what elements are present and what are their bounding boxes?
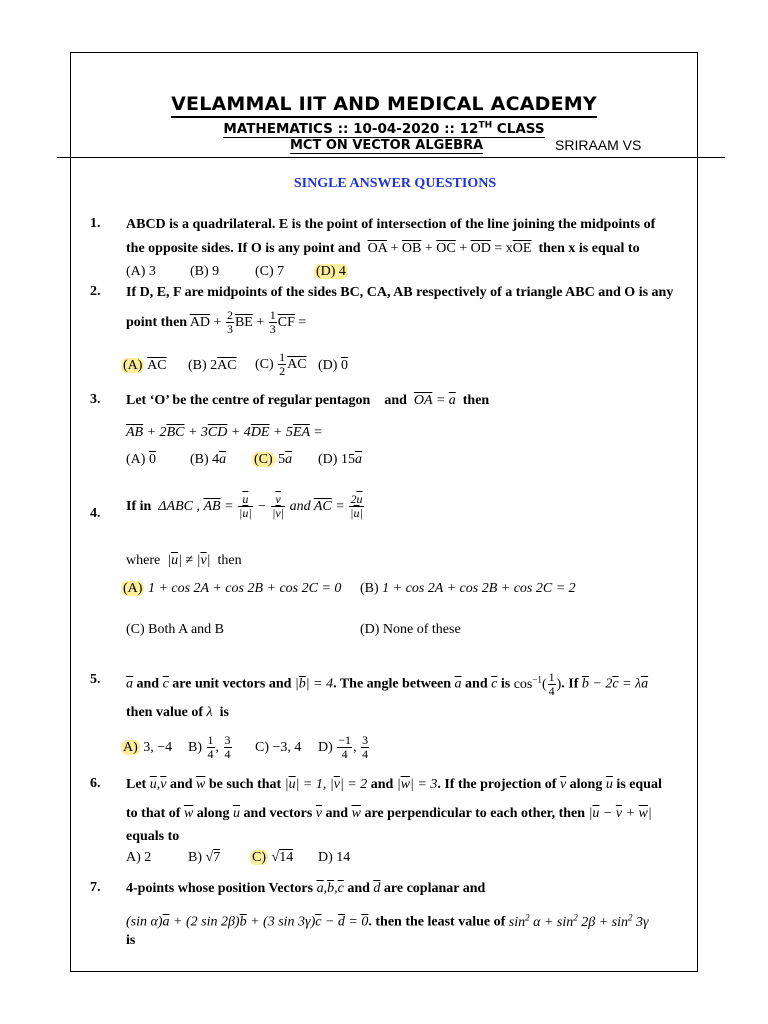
q4-option-c[interactable]: (C) Both A and B xyxy=(126,622,225,637)
q2-a-value: $\overline{AC}$ xyxy=(147,358,167,373)
q6-along2: along xyxy=(196,806,230,821)
q7-vecs: $\overline{a},\overline{b},\overline{c}$ xyxy=(316,881,344,896)
title-text: VELAMMAL IIT AND MEDICAL ACADEMY xyxy=(171,93,597,118)
q6-line2: to that of $\overline{w}$ along $\overline{u}$ and vectors $\overline{v}$ and $\overline{w}$ are perpendicular to each other, then $|\overline{u} - \overline{v} + \overline{w}|$ xyxy=(126,806,652,821)
q5-is2: is xyxy=(219,705,229,720)
q5-text3: then value of xyxy=(126,705,203,720)
q6-vec-w: $\overline{w}$ xyxy=(196,777,206,792)
q5-vec-c2: $\overline{c}$ xyxy=(491,676,498,692)
q7-line3: is xyxy=(126,933,136,948)
q5-text1: are unit vectors and xyxy=(172,676,292,692)
q5-option-c[interactable]: C) −3, 4 xyxy=(255,740,302,755)
q5-vec-c: $\overline{c}$ xyxy=(162,676,169,692)
q6-text1: be such that xyxy=(208,777,282,792)
q7-expression: $\sin^2 \alpha + \sin^2 2\beta + \sin^2 3\gamma$ xyxy=(508,912,649,930)
q7-and: and xyxy=(347,881,370,896)
q6-answer-highlight: C) xyxy=(252,850,266,865)
q5-and2: and xyxy=(465,676,488,692)
q2-equation: $\overline{AD}$ + $\frac{2}{3}$ $\overline{BE}$ + $\frac{1}{3}$ $\overline{CF}$ = xyxy=(189,308,307,337)
q5-number: 5. xyxy=(90,672,101,687)
q7-equation: (sin $\alpha)\overline{a} + (2$ $\sin 2\beta)\overline{b} + (3$ $\sin 3\gamma)\overline{c} - \overline{d} = 0$ xyxy=(126,914,369,930)
subtitle-sup: TH xyxy=(478,120,493,130)
q6-expr: $|\overline{u} - \overline{v} + \overline{w}|$ xyxy=(588,806,652,821)
q5-vec-a: $\overline{a}$ xyxy=(126,676,133,692)
q6-text3: is equal xyxy=(616,777,662,792)
q5-norm-b: $|\overline{b}| = 4$ xyxy=(294,676,334,692)
q4-line1 xyxy=(126,490,365,524)
q4-option-b[interactable] xyxy=(360,581,576,597)
q6-option-b[interactable]: B) √7 xyxy=(188,850,221,865)
q4-equation: ΔABC , $\overline{AB}$ = $\frac{\overline{u}}{|\overline{u}|}$ − $\frac{\overline{v}}{|\overline{v}|}$ and $\overline{AC}$ = $\frac{2\overline{u}}{|\overline{u}|}$ xyxy=(154,492,363,521)
subtitle-text: MATHEMATICS :: 10-04-2020 :: 12 xyxy=(223,120,479,137)
subtitle-class: CLASS xyxy=(492,120,545,137)
q4-option-a[interactable] xyxy=(121,581,341,597)
q6-line3: equals to xyxy=(126,829,180,844)
q5-angle: $\cos^{-1}$( $\frac{1}{4}$ ) xyxy=(513,669,562,698)
q1-text: the opposite sides. If O is any point and xyxy=(126,241,361,256)
q5-option-b[interactable]: B) $\frac{1}{4}$ , $\frac{3}{4}$ xyxy=(188,733,231,762)
q6-let: Let xyxy=(126,777,147,792)
q4-where: where xyxy=(126,553,161,568)
q3-d-label: (D) xyxy=(318,452,338,467)
q1-line1: ABCD is a quadrilateral. E is the point of intersection of the line joining the midpoints of xyxy=(126,217,656,232)
q2-line2 xyxy=(126,308,306,338)
q5-c-label: C) xyxy=(255,740,269,755)
q2-b-label: (B) xyxy=(188,358,207,373)
q3-number: 3. xyxy=(90,392,101,407)
q4-line2 xyxy=(126,550,242,572)
header-divider xyxy=(57,157,725,158)
q5-option-d[interactable]: D) $\frac{-1}{4}$ , $\frac{3}{4}$ xyxy=(318,733,369,762)
q3-b-label: (B) xyxy=(190,452,209,467)
q2-answer-highlight: (A) xyxy=(123,358,143,373)
q7-text3: . then the least value of xyxy=(368,914,506,930)
q1-answer-highlight: (D) 4 xyxy=(316,264,346,279)
q3-text-and: and xyxy=(384,393,407,408)
q2-line1: If D, E, F are midpoints of the sides BC, CA, AB respectively of a triangle ABC and O is any xyxy=(126,285,674,300)
q4-a-value: 1 + cos 2A + cos 2B + cos 2C = 0 xyxy=(147,581,342,596)
page-title xyxy=(0,93,768,115)
q4-option-d[interactable]: (D) None of these xyxy=(360,622,461,637)
section-title: SINGLE ANSWER QUESTIONS xyxy=(293,176,497,191)
q7-vec-d: $\overline{d}$ xyxy=(373,881,381,896)
q1-number: 1. xyxy=(90,216,101,231)
q5-line1 xyxy=(126,664,648,700)
q4-text: If in xyxy=(126,499,152,514)
q7-line2 xyxy=(126,906,649,934)
q2-c-label: (C) xyxy=(255,357,274,372)
q1-equation: $\overline{OA} + \overline{OB} + \overline{OC} + \overline{OD} = x\overline{OE}$ xyxy=(367,241,532,256)
q7-line1 xyxy=(126,878,485,900)
q3-option-c[interactable]: (C) $5\overline{a}$ xyxy=(254,452,293,467)
q4-b-label: (B) xyxy=(360,581,379,596)
q6-and2: and xyxy=(370,777,394,792)
q5-relation: $\overline{b} - 2\overline{c} = \lambda\overline{a}$ xyxy=(581,676,649,692)
q2-number: 2. xyxy=(90,284,101,299)
q6-and1: and xyxy=(169,777,193,792)
q6-b-label: B) xyxy=(188,850,202,865)
q6-text5: and vectors xyxy=(243,806,313,821)
q6-vec-u: $\overline{u}$ xyxy=(605,777,613,792)
q6-text6: are perpendicular to each other, then xyxy=(364,806,586,821)
q6-text2: . If the projection of xyxy=(437,777,557,792)
q5-line2: then value of λ is xyxy=(126,705,229,720)
q3-answer-highlight: (C) xyxy=(254,452,273,467)
q5-and1: and xyxy=(136,676,160,692)
q4-then: then xyxy=(217,553,242,568)
q6-norm-w: $|\overline{w}| = 3$ xyxy=(396,777,438,792)
q2-option-a[interactable] xyxy=(121,358,167,374)
q2-text: point then xyxy=(126,315,188,330)
q3-text-then: then xyxy=(462,393,490,408)
q1-text-end: then x is equal to xyxy=(538,241,640,256)
q6-vec-v: $\overline{v}$ xyxy=(559,777,567,792)
q3-given: $\overline{OA} = \overline{a}$ xyxy=(413,393,456,408)
q1-option-b[interactable]: (B) 9 xyxy=(190,264,220,279)
q1-option-d[interactable] xyxy=(314,264,348,280)
q1-option-c[interactable]: (C) 7 xyxy=(255,264,285,279)
q3-text: Let ‘O’ be the centre of regular pentagon xyxy=(126,393,371,408)
q6-option-a[interactable]: A) 2 xyxy=(126,850,152,865)
q2-d-label: (D) xyxy=(318,358,338,373)
q4-number: 4. xyxy=(90,506,101,521)
q6-option-c[interactable]: C) √14 xyxy=(252,850,294,865)
q7-number: 7. xyxy=(90,880,101,895)
q2-option-b[interactable]: (B) $2\overline{AC}$ xyxy=(188,358,237,373)
q5-b-label: B) xyxy=(188,740,202,755)
q4-b-value: 1 + cos 2A + cos 2B + cos 2C = 2 xyxy=(382,581,576,596)
q7-text1: 4-points whose position Vectors xyxy=(126,881,314,896)
author-name: SRIRAAM VS xyxy=(555,137,642,153)
q5-option-a[interactable]: A) 3, −4 xyxy=(123,740,173,755)
q5-if: . If xyxy=(561,676,579,692)
q4-answer-highlight: (A) xyxy=(123,581,143,596)
q6-norms: $|\overline{u}| = 1$, $|\overline{v}| = 2$ xyxy=(284,777,368,792)
q6-along1: along xyxy=(569,777,603,792)
q6-line1 xyxy=(126,774,662,796)
q6-text4: to that of xyxy=(126,806,181,821)
q2-option-c[interactable]: (C) $\frac{1}{2}$ $\overline{AC}$ xyxy=(255,350,307,379)
q3-option-b[interactable]: (B) $4\overline{a}$ xyxy=(190,452,227,467)
q7-text2: are coplanar and xyxy=(383,881,486,896)
q6-vecs: $\overline{u},\overline{v}$ xyxy=(149,777,167,792)
q3-line1 xyxy=(126,390,489,412)
q3-a-label: (A) xyxy=(126,452,146,467)
q3-option-a[interactable]: (A) 0 xyxy=(126,452,156,467)
q3-equation: $\overline{AB} + 2\overline{BC} + 3\overline{CD} + 4\overline{DE} + 5\overline{EA}$ = xyxy=(126,425,323,440)
q6-option-d[interactable]: D) 14 xyxy=(318,850,351,865)
q6-number: 6. xyxy=(90,776,101,791)
q2-option-d[interactable]: (D) 0 xyxy=(318,358,348,373)
q1-line2 xyxy=(126,238,640,260)
q5-is: is xyxy=(500,676,511,692)
q1-option-a[interactable]: (A) 3 xyxy=(126,264,156,279)
q5-d-label: D) xyxy=(318,740,333,755)
q4-condition: $|\overline{u}| \ne |\overline{v}|$ xyxy=(163,553,215,568)
q5-text2: . The angle between xyxy=(333,676,452,692)
q6-and3: and xyxy=(325,806,349,821)
q3-option-d[interactable]: (D) $15\overline{a}$ xyxy=(318,452,362,467)
q5-answer-highlight: A) xyxy=(123,740,138,755)
test-name: MCT ON VECTOR ALGEBRA xyxy=(290,138,484,153)
q5-vec-a2: $\overline{a}$ xyxy=(454,676,462,692)
subtitle xyxy=(0,120,768,137)
